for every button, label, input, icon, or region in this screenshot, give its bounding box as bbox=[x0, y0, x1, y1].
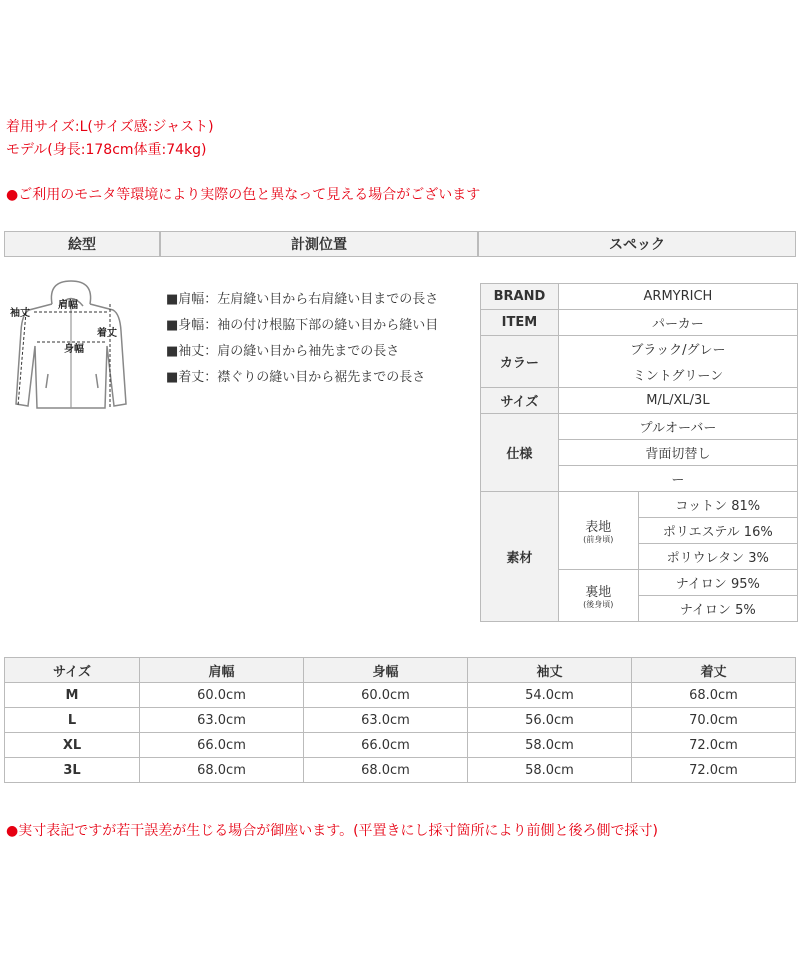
header-spec: スペック bbox=[478, 231, 796, 257]
spec-back bbox=[558, 570, 638, 622]
spec-sizes: M/L/XL/3L bbox=[558, 388, 797, 414]
size-value: 68.0cm bbox=[631, 683, 795, 708]
size-value: 68.0cm bbox=[303, 758, 467, 783]
size-value: 60.0cm bbox=[140, 683, 304, 708]
model-note: モデル(身長:178cm体重:74kg) bbox=[6, 142, 207, 158]
spec-outer-1: コットン 81% bbox=[638, 492, 797, 518]
size-value: 58.0cm bbox=[467, 758, 631, 783]
spec-back-1: ナイロン 95% bbox=[638, 570, 797, 596]
spec-brand-label: BRAND bbox=[481, 284, 559, 310]
spec-color-1: ブラック/グレー bbox=[558, 336, 797, 362]
legend-length: ■着丈：襟ぐりの縫い目から裾先までの長さ bbox=[166, 370, 426, 385]
size-label: M bbox=[5, 683, 140, 708]
size-label: XL bbox=[5, 733, 140, 758]
measurement-disclaimer: ●実寸表記ですが若干誤差が生じる場合が御座います。(平置きにし採寸箇所により前側と後ろ側で採寸) bbox=[6, 823, 659, 839]
legend-body: ■身幅：袖の付け根脇下部の縫い目から縫い目 bbox=[166, 318, 439, 333]
hoodie-diagram bbox=[4, 276, 144, 426]
label-length: 着丈 bbox=[97, 328, 117, 339]
spec-feature-2: 背面切替し bbox=[558, 440, 797, 466]
table-row bbox=[5, 758, 796, 783]
header-illustration: 絵型 bbox=[4, 231, 160, 257]
spec-feature-1: プルオーバー bbox=[558, 414, 797, 440]
size-col-body: 身幅 bbox=[303, 658, 467, 683]
size-value: 56.0cm bbox=[467, 708, 631, 733]
label-sleeve: 袖丈 bbox=[10, 308, 30, 319]
spec-outer-2: ポリエステル 16% bbox=[638, 518, 797, 544]
size-value: 58.0cm bbox=[467, 733, 631, 758]
spec-item-label: ITEM bbox=[481, 310, 559, 336]
spec-outer-sub: (前身頃) bbox=[583, 535, 614, 544]
worn-size-note: 着用サイズ:L(サイズ感:ジャスト) bbox=[6, 119, 214, 135]
size-table bbox=[4, 657, 796, 783]
legend-shoulder: ■肩幅：左肩縫い目から右肩縫い目までの長さ bbox=[166, 292, 439, 307]
size-value: 70.0cm bbox=[631, 708, 795, 733]
size-label: 3L bbox=[5, 758, 140, 783]
color-disclaimer: ●ご利用のモニタ等環境により実際の色と異なって見える場合がございます bbox=[6, 187, 481, 203]
table-row bbox=[5, 733, 796, 758]
size-value: 60.0cm bbox=[303, 683, 467, 708]
header-measure: 計測位置 bbox=[160, 231, 478, 257]
size-label: L bbox=[5, 708, 140, 733]
spec-back-sub: (後身頃) bbox=[583, 600, 614, 609]
table-row bbox=[5, 683, 796, 708]
size-table-header bbox=[5, 658, 796, 683]
spec-color-label: カラー bbox=[481, 336, 559, 388]
size-value: 66.0cm bbox=[140, 733, 304, 758]
table-row bbox=[5, 708, 796, 733]
size-col-shoulder: 肩幅 bbox=[140, 658, 304, 683]
spec-back-2: ナイロン 5% bbox=[638, 596, 797, 622]
size-value: 72.0cm bbox=[631, 758, 795, 783]
spec-back-label: 裏地 bbox=[585, 585, 612, 600]
size-col-size: サイズ bbox=[5, 658, 140, 683]
spec-outer bbox=[558, 492, 638, 570]
size-value: 66.0cm bbox=[303, 733, 467, 758]
spec-outer-label: 表地 bbox=[585, 520, 612, 535]
spec-outer-3: ポリウレタン 3% bbox=[638, 544, 797, 570]
spec-brand: ARMYRICH bbox=[558, 284, 797, 310]
size-value: 72.0cm bbox=[631, 733, 795, 758]
size-value: 63.0cm bbox=[140, 708, 304, 733]
section-header bbox=[4, 231, 796, 257]
spec-material-label: 素材 bbox=[481, 492, 559, 622]
measure-legend bbox=[166, 287, 438, 391]
spec-size-label: サイズ bbox=[481, 388, 559, 414]
spec-table bbox=[480, 283, 798, 622]
size-col-length: 着丈 bbox=[631, 658, 795, 683]
size-value: 54.0cm bbox=[467, 683, 631, 708]
size-col-sleeve: 袖丈 bbox=[467, 658, 631, 683]
legend-sleeve: ■袖丈：肩の縫い目から袖先までの長さ bbox=[166, 344, 400, 359]
spec-feature-label: 仕様 bbox=[481, 414, 559, 492]
label-shoulder: 肩幅 bbox=[58, 300, 78, 311]
spec-feature-3: ー bbox=[558, 466, 797, 492]
size-value: 63.0cm bbox=[303, 708, 467, 733]
spec-item: パーカー bbox=[558, 310, 797, 336]
spec-color-2: ミントグリーン bbox=[558, 362, 797, 388]
label-body: 身幅 bbox=[64, 344, 84, 355]
size-value: 68.0cm bbox=[140, 758, 304, 783]
